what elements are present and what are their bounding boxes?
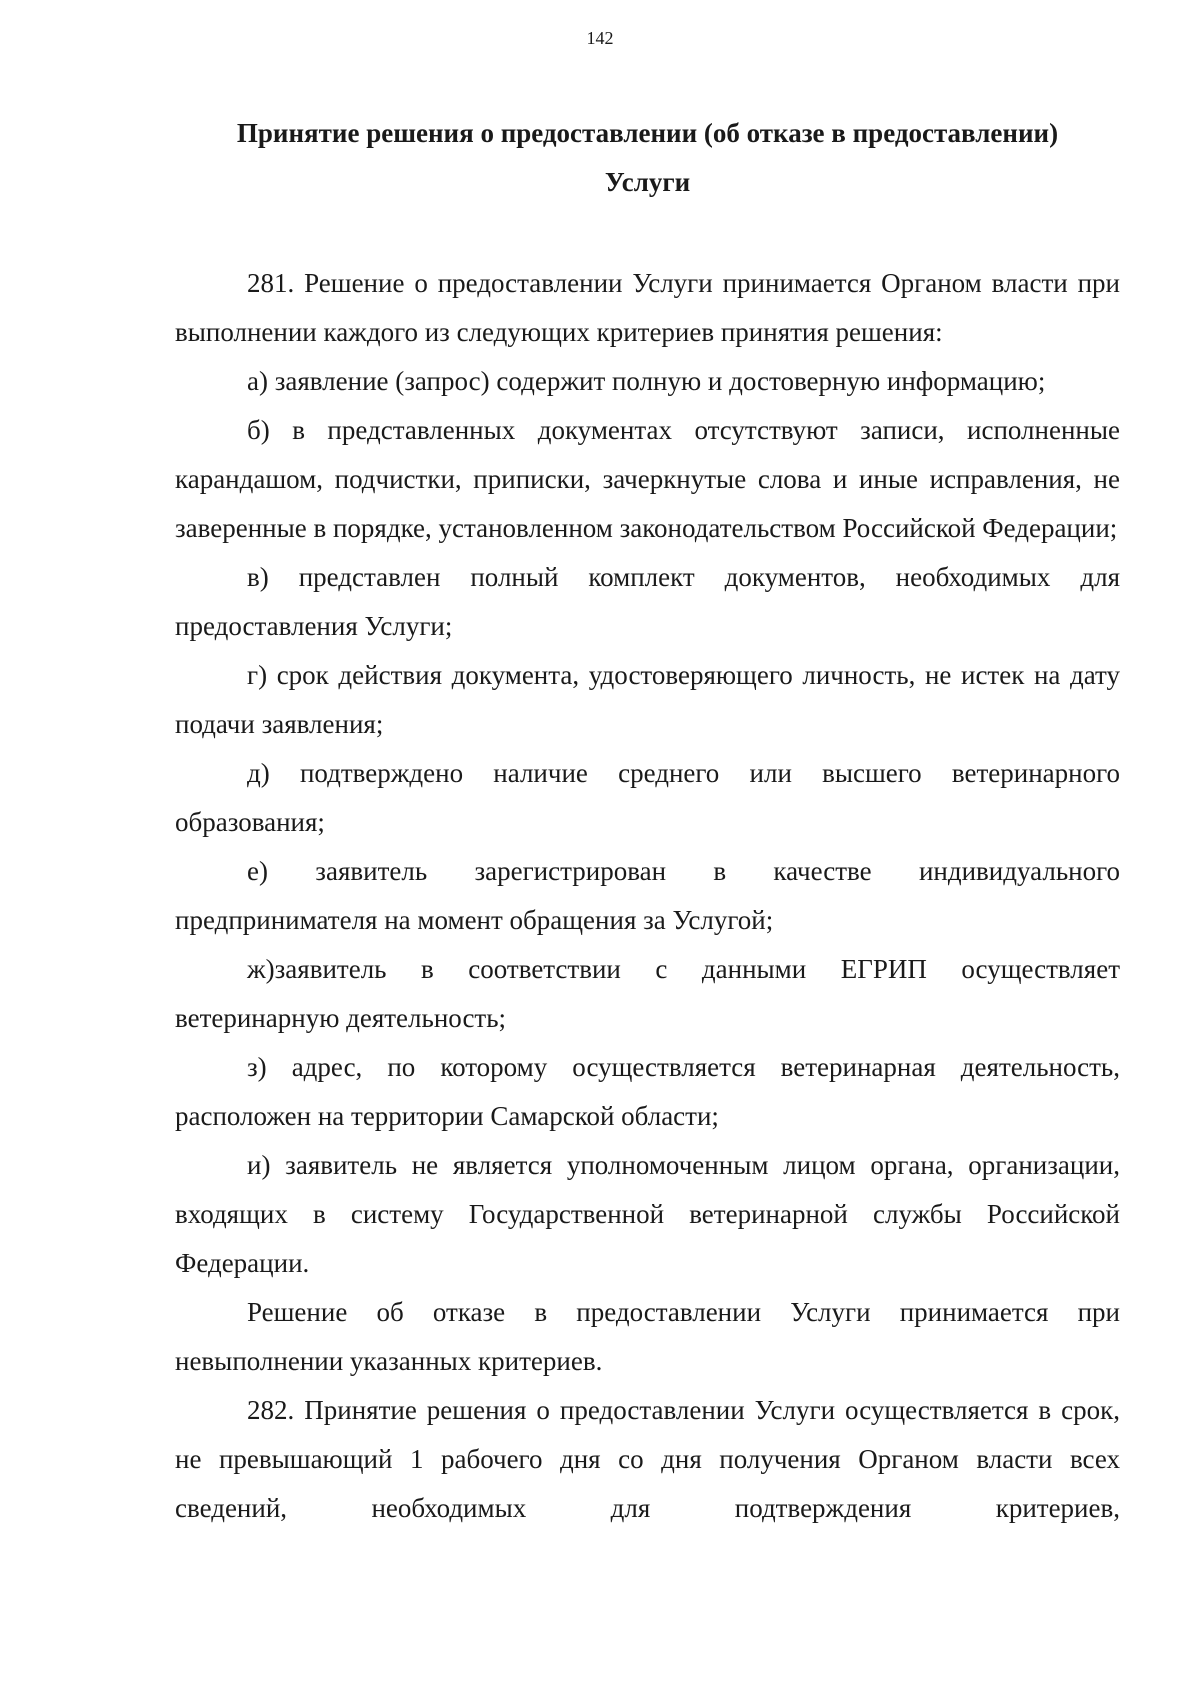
criterion-g: г) срок действия документа, удостоверяющего личность, не истек на дату подачи заявления; bbox=[175, 660, 1120, 739]
criterion-i: и) заявитель не является уполномоченным лицом органа, организации, входящих в систему Государственной ветеринарной службы Российской Федерации. bbox=[175, 1150, 1120, 1278]
criterion-d: д) подтверждено наличие среднего или высшего ветеринарного образования; bbox=[175, 758, 1120, 837]
document-body bbox=[175, 259, 1120, 1533]
criterion-b: б) в представленных документах отсутствуют записи, исполненные карандашом, подчистки, приписки, зачеркнутые слова и иные исправления, не заверенные в порядке, установленном законодательством Российской Федерации; bbox=[175, 415, 1120, 543]
criterion-v: в) представлен полный комплект документов, необходимых для предоставления Услуги; bbox=[175, 562, 1120, 641]
paragraph-281: 281. Решение о предоставлении Услуги принимается Органом власти при выполнении каждого из следующих критериев принятия решения: bbox=[175, 268, 1120, 347]
criterion-zh: ж)заявитель в соответствии с данными ЕГРИП осуществляет ветеринарную деятельность; bbox=[175, 954, 1120, 1033]
criterion-a: а) заявление (запрос) содержит полную и достоверную информацию; bbox=[247, 366, 1046, 396]
criterion-e: е) заявитель зарегистрирован в качестве индивидуального предпринимателя на момент обращения за Услугой; bbox=[175, 856, 1120, 935]
section-title-line-2: Услуги bbox=[604, 167, 691, 197]
section-title-line-1: Принятие решения о предоставлении (об отказе в предоставлении) bbox=[236, 118, 1059, 148]
page-number: 142 bbox=[586, 28, 614, 48]
refusal-paragraph: Решение об отказе в предоставлении Услуги принимается при невыполнении указанных критериев. bbox=[175, 1297, 1120, 1376]
criterion-z: з) адрес, по которому осуществляется ветеринарная деятельность, расположен на территории Самарской области; bbox=[175, 1052, 1120, 1131]
paragraph-282: 282. Принятие решения о предоставлении Услуги осуществляется в срок, не превышающий 1 рабочего дня со дня получения Органом власти всех сведений, необходимых для подтверждения критериев, bbox=[175, 1395, 1120, 1523]
